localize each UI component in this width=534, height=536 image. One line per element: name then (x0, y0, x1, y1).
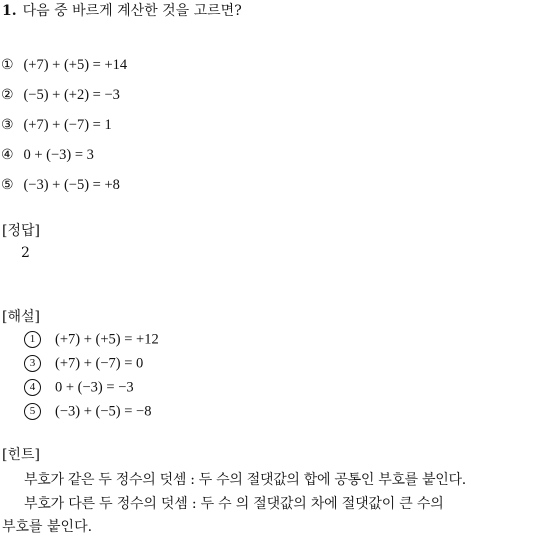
option-expression: (−3) + (−5) = +8 (23, 177, 120, 193)
hint-line-1 (2, 469, 532, 489)
answer-value: 2 (21, 245, 30, 261)
explanation-item (24, 331, 159, 349)
explanation-expression: (−3) + (−5) = −8 (55, 403, 152, 420)
explanation-expression: 0 + (−3) = −3 (55, 379, 134, 396)
option-expression: 0 + (−3) = 3 (23, 147, 94, 163)
option-4[interactable] (1, 147, 94, 164)
option-mark: ④ (1, 147, 14, 163)
option-mark: ③ (1, 117, 14, 133)
option-3[interactable] (1, 117, 112, 134)
option-expression: (+7) + (+5) = +14 (23, 57, 128, 73)
explanation-mark: 4 (24, 379, 41, 396)
explanation-mark: 1 (24, 331, 41, 348)
question-number: 1. (2, 3, 17, 19)
explanation-item (24, 403, 151, 421)
option-mark: ⑤ (1, 177, 14, 193)
option-mark: ① (1, 57, 14, 73)
explanation-expression: (+7) + (+5) = +12 (55, 331, 159, 348)
option-expression: (+7) + (−7) = 1 (23, 117, 112, 133)
hint-text: 부호가 같은 두 정수의 덧셈 : 두 수의 절댓값의 합에 공통인 부호를 붙인다. (24, 472, 466, 488)
option-5[interactable] (1, 177, 120, 194)
hint-line-3 (2, 516, 532, 536)
option-2[interactable] (1, 87, 120, 104)
explanation-expression: (+7) + (−7) = 0 (55, 355, 144, 372)
explanation-item (24, 379, 134, 397)
hint-text: 부호를 붙인다. (2, 519, 93, 535)
hint-line-2 (2, 493, 532, 513)
explanation-mark: 3 (24, 355, 41, 372)
explanation-item (24, 355, 143, 373)
explanation-mark: 5 (24, 403, 41, 420)
hint-label: [힌트] (2, 447, 40, 463)
option-mark: ② (1, 87, 14, 103)
answer-label: [정답] (2, 223, 40, 239)
option-expression: (−5) + (+2) = −3 (23, 87, 120, 103)
question-text: 다음 중 바르게 계산한 것을 고르면? (22, 3, 242, 19)
option-1[interactable] (1, 57, 127, 74)
question-title (2, 0, 242, 20)
explanation-label: [해설] (2, 309, 40, 325)
hint-text: 부호가 다른 두 정수의 덧셈 : 두 수 의 절댓값의 차에 절댓값이 큰 수의 (24, 496, 444, 512)
